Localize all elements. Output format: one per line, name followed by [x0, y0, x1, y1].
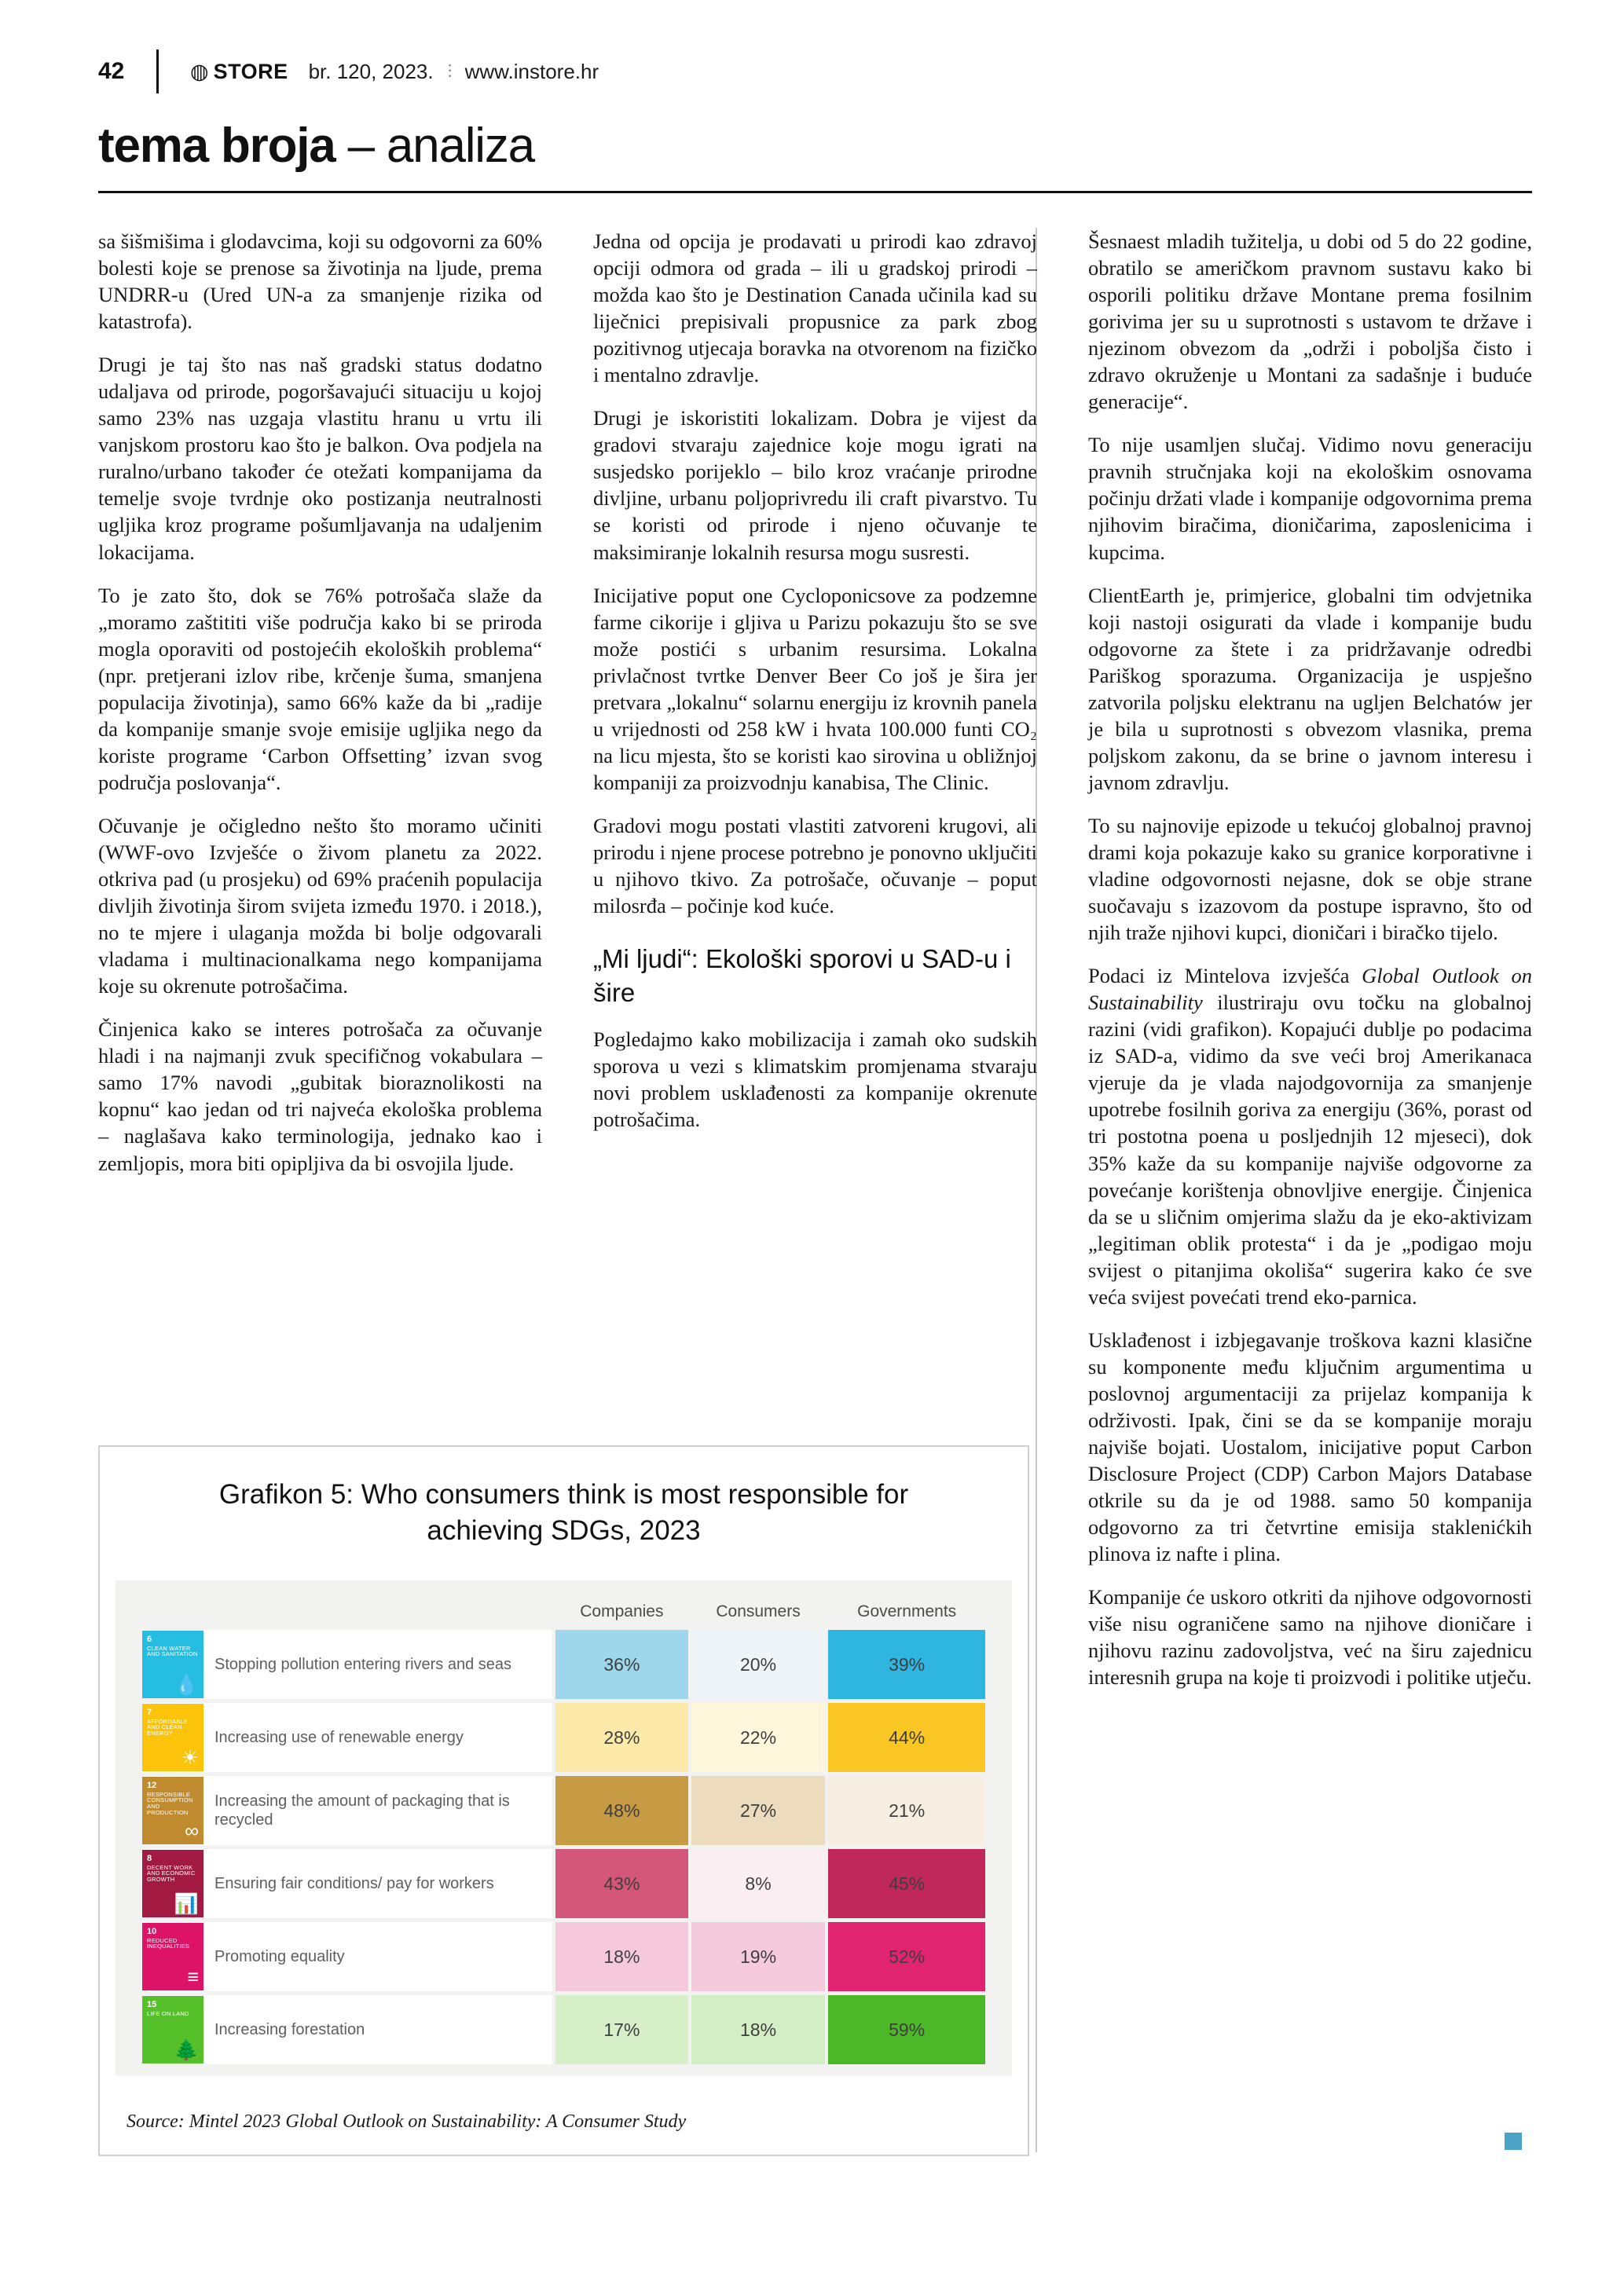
paragraph: Očuvanje je očigledno nešto što moramo učiniti (WWF-ovo Izvješće o živom planetu za 2022. otkriva pad (u prosjeku) od 69% praćenih populacija divljih životinja širom svijeta između 1970. i 2018.), no te mjere i ulaganja možda bi bolje odgovarali vladama i multinacionalkama nego kompanijama koje su okrenute potrošačima. [98, 813, 542, 998]
sdg-goal-icon: 8 DECENT WORK AND ECONOMIC GROWTH 📊 [142, 1850, 203, 1917]
row-label-wrapper [142, 1850, 552, 1917]
row-label-text: Promoting equality [214, 1947, 345, 1965]
row-label-text: Increasing use of renewable energy [214, 1728, 464, 1746]
cell-companies: 36% [555, 1630, 688, 1699]
sdg-responsibility-table [139, 1598, 988, 2068]
cell-governments: 39% [828, 1630, 985, 1699]
cell-governments: 52% [828, 1922, 985, 1991]
row-label-cell [142, 1995, 552, 2064]
sdg-goal-icon: 12 RESPONSIBLE CONSUMPTION AND PRODUCTION ∞ [142, 1777, 203, 1844]
paragraph: Kompanije će uskoro otkriti da njihove odgovornosti više nisu ograničene samo na njihove dioničare i njihovu razinu zadovoljstva, već na širu zajednicu interesnih grupa na koje ti proizvodi i politike utječu. [1088, 1585, 1532, 1690]
paragraph: Gradovi mogu postati vlastiti zatvoreni krugovi, ali prirodu i njene procese potrebno je ponovno uključiti u njihovo tkivo. Za potrošače, očuvanje – poput milosrđa – počinje kod kuće. [593, 813, 1037, 918]
row-label-wrapper [142, 1631, 552, 1698]
header-top-bar [98, 47, 1532, 96]
dots-separator-icon: ⋮ [442, 61, 458, 79]
row-label-wrapper [142, 1777, 552, 1844]
row-label-text: Increasing the amount of packaging that is recycled [214, 1792, 510, 1829]
cell-companies: 17% [555, 1995, 688, 2064]
table-row [142, 1849, 985, 1918]
cell-consumers: 19% [691, 1922, 826, 1991]
column-header-companies: Companies [580, 1602, 664, 1620]
chart-figure [98, 1445, 1029, 2156]
column-right [1088, 228, 1532, 1690]
section-subheading: „Mi ljudi“: Ekološki sporovi u SAD-u i šire [593, 944, 1011, 1008]
cell-governments: 44% [828, 1703, 985, 1772]
cell-companies: 18% [555, 1922, 688, 1991]
cell-companies: 48% [555, 1776, 688, 1845]
row-label-wrapper [142, 1704, 552, 1771]
row-label-cell [142, 1630, 552, 1699]
paragraph: Šesnaest mladih tužitelja, u dobi od 5 do 22 godine, obratilo se američkom pravnom sustavu kako bi osporili politiku države Montane prema fosilnim gorivima jer su u suprotnosti s ustavom te države i njezinom obvezom da „održi i poboljša čisto i zdravo okruženje u Montani za sadašnje i buduće generacije“. [1088, 229, 1532, 414]
paragraph: Usklađenost i izbjegavanje troškova kazni klasične su komponente među ključnim argumentima u poslovnoj argumentaciji za prijelaz kompanija k održivosti. Ipak, čini se da se kompanije moraju najviše bojati. Uostalom, inicijative poput Carbon Disclosure Project (CDP) Carbon Majors Database otkrile su da je od 1988. samo 50 kompanija odgovorno za tri četvrtine emisija staklenićkih plinova iz nafte i plina. [1088, 1327, 1532, 1566]
page-title-dash: – [335, 119, 387, 173]
cell-consumers: 22% [691, 1703, 826, 1772]
row-label-cell [142, 1922, 552, 1991]
cell-governments: 21% [828, 1776, 985, 1845]
row-label-cell [142, 1849, 552, 1918]
chart-plot-area [115, 1580, 1012, 2076]
row-label-text: Ensuring fair conditions/ pay for workers [214, 1874, 494, 1892]
table-row [142, 1922, 985, 1991]
paragraph: sa šišmišima i glodavcima, koji su odgovorni za 60% bolesti koje se prenose sa životinja na ljude, prema UNDRR-u (Ured UN-a za smanjenje rizika od katastrofa). [98, 229, 542, 334]
issue-label: br. 120, 2023. [308, 59, 434, 83]
page-number: 42 [98, 58, 125, 84]
paragraph: ClientEarth je, primjerice, globalni tim odvjetnika koji nastoji osigurati da vlade i kompanije budu odgovorne za štete i za pridržavanje odredbi Pariškog sporazuma. Organizacija je uspješno zatvorila poljsku elektranu na ugljen Belchatów jer je bila u suprotnosti s obvezom vlasnika, prema poljskom zakonu, da se brine o javnom interesu i javnom zdravlju. [1088, 583, 1532, 794]
chart-source-note: Source: Mintel 2023 Global Outlook on Sustainability: A Consumer Study [126, 2111, 687, 2132]
brand-logo [190, 60, 288, 84]
row-label-wrapper [142, 1996, 552, 2063]
paragraph-mintel [1088, 962, 1532, 1310]
column-header-blank [142, 1602, 552, 1626]
instore-logo-icon: ◍ [190, 59, 208, 83]
page-title-light: analiza [386, 119, 534, 173]
row-label-cell [142, 1776, 552, 1845]
cell-consumers: 27% [691, 1776, 826, 1845]
mintel-text-after: ilustriraju ovu točku na globalnoj razini (vidi grafikon). Kopajući dublje po podacima iz SAD-a, vidimo da sve veći broj Amerikanaca vjeruje da je vlada najodgovornija za smanjenje upotrebe fosilnih goriva za energiju (36%, porast od tri postotna poena u posljednjih 12 mjeseci), dok 35% kaže da su kompanije najviše odgovorne za povećanje korištenja obnovljive energije. Činjenica da se u sličnim omjerima slažu da je eko-aktivizam „legitiman oblik protesta“ i da je „podigao moju svijest o pitanjima okoliša“ sugerira kako će sve veća svijest povećati trend eko-parnica. [1088, 991, 1532, 1309]
row-label-wrapper [142, 1923, 552, 1990]
page-title [98, 118, 1532, 174]
cell-companies: 43% [555, 1849, 688, 1918]
table-body [142, 1630, 985, 2064]
paragraph: Drugi je taj što nas naš gradski status dodatno udaljava od prirode, pogoršavajući situaciju u kojoj samo 23% nas uzgaja vlastitu hranu u vrtu ili vanjskom prostoru kao što je balkon. Ova podjela na ruralno/urbano također će otežati kompanijama da temelje svoje tvrdnje oko postizanja neutralnosti ugljika kroz programe pošumljavanja na udaljenim lokacijama. [98, 353, 542, 564]
paragraph: Jedna od opcija je prodavati u prirodi kao zdravoj opciji odmora od grada – ili u gradskoj prirodi – možda kao što je Destination Canada učinila kad su liječnici prepisivali propusnice za park zbog pozitivnog utjecaja boravka na otvorenom na fizičko i mentalno zdravlje. [593, 229, 1037, 387]
column-header-governments: Governments [857, 1602, 957, 1620]
sdg-goal-icon: 6 CLEAN WATER AND SANITATION 💧 [142, 1631, 203, 1698]
mintel-report-title: Global Outlook on Sustainability [1088, 964, 1532, 1015]
row-label-cell [142, 1703, 552, 1772]
cell-companies: 28% [555, 1703, 688, 1772]
website-label: www.instore.hr [464, 59, 599, 83]
page-title-bold: tema broja [98, 119, 335, 173]
cell-governments: 59% [828, 1995, 985, 2064]
row-label-text: Stopping pollution entering rivers and seas [214, 1655, 512, 1673]
chart-title: Grafikon 5: Who consumers think is most responsible for achieving SDGs, 2023 [218, 1479, 909, 1547]
paragraph: To nije usamljen slučaj. Vidimo novu generaciju pravnih stručnjaka koji na ekološkim osnovama počinju držati vlade i kompanije odgovornima prema njihovim biračima, dioničarima, zaposlenicima i kupcima. [1088, 433, 1532, 564]
cell-consumers: 20% [691, 1630, 826, 1699]
column-header-consumers: Consumers [716, 1602, 801, 1620]
table-row [142, 1703, 985, 1772]
table-row [142, 1776, 985, 1845]
paragraph: Drugi je iskoristiti lokalizam. Dobra je vijest da gradovi stvaraju zajednice koje mogu igrati na susjedsko porijeklo – bilo kroz vraćanje prirodne divljine, urbanu poljoprivredu ili craft pivarstvo. Tu se koristi od prirode i njeno očuvanje te maksimiranje lokalnih resursa mogu susresti. [593, 406, 1037, 564]
table-row [142, 1630, 985, 1699]
header-divider [156, 49, 159, 93]
sdg-goal-icon: 15 LIFE ON LAND 🌲 [142, 1996, 203, 2063]
table-row [142, 1995, 985, 2064]
sdg-goal-icon: 7 AFFORDABLE AND CLEAN ENERGY ☀ [142, 1704, 203, 1771]
paragraph: To je zato što, dok se 76% potrošača slaže da „moramo zaštititi više područja kako bi se priroda mogla oporaviti od postojećih ekoloških problema“ (npr. pretjerani izlov ribe, krčenje šuma, smanjena populacija životinja), samo 66% kaže da bi „radije da kompanije smanje svoje emisije ugljika nego da koriste programe ‘Carbon Offsetting’ izvan svog područja poslovanja“. [98, 583, 542, 794]
chart-table-wrapper [115, 1580, 1012, 2076]
paragraph: To su najnovije epizode u tekućoj globalnoj pravnoj drami koja pokazuje kako su granice korporativne i vladine odgovornosti nejasne, dok se obje strane suočavaju s izazovom da postupe ispravno, što od njih traže njihovi kupci, dioničari i biračko tijelo. [1088, 813, 1532, 945]
header-rule [98, 191, 1532, 193]
brand-name: STORE [213, 59, 288, 83]
page-header [98, 47, 1532, 189]
cell-governments: 45% [828, 1849, 985, 1918]
cell-consumers: 8% [691, 1849, 826, 1918]
cell-consumers: 18% [691, 1995, 826, 2064]
paragraph: Pogledajmo kako mobilizacija i zamah oko sudskih sporova u vezi s klimatskim promjenama stvaraju novi problem usklađenosti za kompanije okrenute potrošačima. [593, 1027, 1037, 1132]
paragraph: Činjenica kako se interes potrošača za očuvanje hladi i na najmanji zvuk specifičnog vokabulara – samo 17% navodi „gubitak bioraznolikosti na kopnu“ kao jedan od tri najveća ekološka problema – naglašava kako terminologija, jednako kao i zemljopis, mora biti opipljiva da bi osvojila ljude. [98, 1017, 542, 1175]
mintel-text-before: Podaci iz Mintelova izvješća [1088, 964, 1362, 988]
article-end-marker [1505, 2133, 1522, 2150]
table-head [142, 1602, 985, 1626]
table-header-row [142, 1602, 985, 1626]
row-label-text: Increasing forestation [214, 2020, 365, 2038]
paragraph: Inicijative poput one Cycloponicsove za podzemne farme cikorije i gljiva u Parizu pokazuju što se sve može postići s urbanim resursima. Lokalna privlačnost tvrtke Denver Beer Co još je šira jer pretvara „lokalnu“ solarnu energiju iz krovnih panela u vrijednosti od 258 kW i hvata 100.000 funti CO₂ na licu mjesta, što se koristi kao sirovina u obližnjoj kompaniji za proizvodnju kanabisa, The Clinic. [593, 583, 1037, 794]
sdg-goal-icon: 10 REDUCED INEQUALITIES ≡ [142, 1923, 203, 1990]
